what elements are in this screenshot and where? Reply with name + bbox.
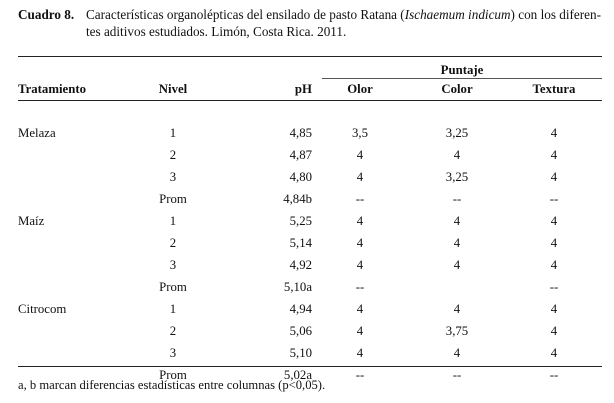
header-row-group: [18, 56, 602, 78]
cell-color: 4: [453, 345, 461, 360]
cell-textura: 4: [550, 301, 558, 316]
table-row: [18, 144, 602, 166]
cell-nivel: 1: [169, 301, 177, 316]
cell-tratamiento: [18, 166, 130, 188]
cell-nivel: 2: [169, 235, 177, 250]
cell-olor: 4: [356, 323, 364, 338]
cell-color: --: [452, 367, 462, 382]
cell-ph: 4,87: [289, 147, 312, 162]
caption-line-1: [18, 6, 608, 23]
cell-tratamiento: [18, 232, 130, 254]
cell-color: 3,25: [445, 169, 469, 184]
cell-tratamiento: [18, 188, 130, 210]
cell-ph: 4,84b: [283, 191, 312, 206]
cell-tratamiento: [18, 254, 130, 276]
cell-textura: --: [549, 367, 559, 382]
cell-tratamiento: Maíz: [18, 213, 45, 228]
table-body: [18, 100, 602, 386]
cell-textura: 4: [550, 235, 558, 250]
cell-nivel: 2: [169, 147, 177, 162]
footnote: a, b marcan diferencias estadísticas entre columnas (p<0,05).: [18, 378, 326, 392]
caption-line-2: tes aditivos estudiados. Limón, Costa Rica. 2011.: [86, 24, 347, 39]
cell-tratamiento: [18, 276, 130, 298]
cell-tratamiento: [18, 144, 130, 166]
table-row: [18, 232, 602, 254]
header-nivel: Nivel: [158, 81, 188, 96]
cell-olor: 4: [356, 345, 364, 360]
table-row: [18, 320, 602, 342]
cell-textura: 4: [550, 257, 558, 272]
cell-olor: --: [355, 279, 365, 294]
cell-ph: 4,94: [289, 301, 312, 316]
cell-color: 4: [453, 257, 461, 272]
caption-text-before: Características organolépticas del ensilado de pasto Ratana (: [86, 7, 405, 22]
cell-ph: 5,14: [289, 235, 312, 250]
cell-nivel: 2: [169, 323, 177, 338]
cell-ph: 4,80: [289, 169, 312, 184]
cell-nivel: 3: [169, 257, 177, 272]
cell-color: 4: [453, 147, 461, 162]
cell-ph: 5,10a: [283, 279, 312, 294]
cell-nivel: Prom: [159, 279, 187, 294]
cell-olor: 4: [356, 235, 364, 250]
header-color: Color: [441, 81, 473, 96]
cell-textura: 4: [550, 169, 558, 184]
puntaje-header: Puntaje: [440, 63, 484, 77]
table-row: [18, 254, 602, 276]
cell-nivel: 1: [169, 213, 177, 228]
header-olor: Olor: [347, 81, 373, 96]
cell-textura: 4: [550, 345, 558, 360]
cell-ph: 5,06: [289, 323, 312, 338]
cell-olor: 4: [356, 257, 364, 272]
cell-nivel: 3: [169, 345, 177, 360]
table-row: [18, 122, 602, 144]
table-row: [18, 166, 602, 188]
cell-color: 4: [453, 301, 461, 316]
cell-ph: 4,92: [289, 257, 312, 272]
cell-olor: 4: [356, 213, 364, 228]
table-row-prom: [18, 276, 602, 298]
cell-tratamiento: Melaza: [18, 125, 56, 140]
cell-color: --: [452, 191, 462, 206]
cell-nivel: 3: [169, 169, 177, 184]
cell-nivel: 1: [169, 125, 177, 140]
cell-nivel: Prom: [159, 367, 187, 382]
cell-color: 4: [453, 213, 461, 228]
cell-nivel: Prom: [159, 191, 187, 206]
table-row: [18, 342, 602, 364]
cell-textura: --: [549, 279, 559, 294]
cell-ph: 4,85: [289, 125, 312, 140]
cell-color: 4: [453, 235, 461, 250]
data-table: [18, 56, 602, 386]
cell-tratamiento: [18, 342, 130, 364]
caption-text-after: ) con los diferen-: [510, 7, 601, 22]
cell-ph: 5,10: [289, 345, 312, 360]
cell-textura: 4: [550, 147, 558, 162]
cell-ph: 5,25: [289, 213, 312, 228]
cell-olor: 4: [356, 169, 364, 184]
table-row: [18, 210, 602, 232]
cell-textura: --: [549, 191, 559, 206]
table-row: [18, 298, 602, 320]
table-caption: [18, 6, 608, 40]
cell-tratamiento: [18, 320, 130, 342]
cell-ph: 5,02a: [283, 367, 312, 382]
caption-species: Ischaemum indicum: [404, 7, 511, 22]
cell-olor: 3,5: [352, 125, 368, 140]
cell-textura: 4: [550, 213, 558, 228]
cell-olor: --: [355, 367, 365, 382]
header-textura: Textura: [532, 81, 576, 96]
caption-number: Cuadro 8.: [18, 7, 75, 22]
header-ph: pH: [294, 81, 312, 96]
cell-color: [408, 276, 506, 298]
cell-tratamiento: Citrocom: [18, 301, 67, 316]
cell-olor: 4: [356, 301, 364, 316]
header-tratamiento: Tratamiento: [18, 81, 86, 96]
header-row: [18, 78, 602, 100]
table-row-prom: [18, 188, 602, 210]
cell-textura: 4: [550, 323, 558, 338]
cell-olor: --: [355, 191, 365, 206]
cell-color: 3,75: [445, 323, 469, 338]
cell-textura: 4: [550, 125, 558, 140]
cell-olor: 4: [356, 147, 364, 162]
cell-color: 3,25: [445, 125, 469, 140]
